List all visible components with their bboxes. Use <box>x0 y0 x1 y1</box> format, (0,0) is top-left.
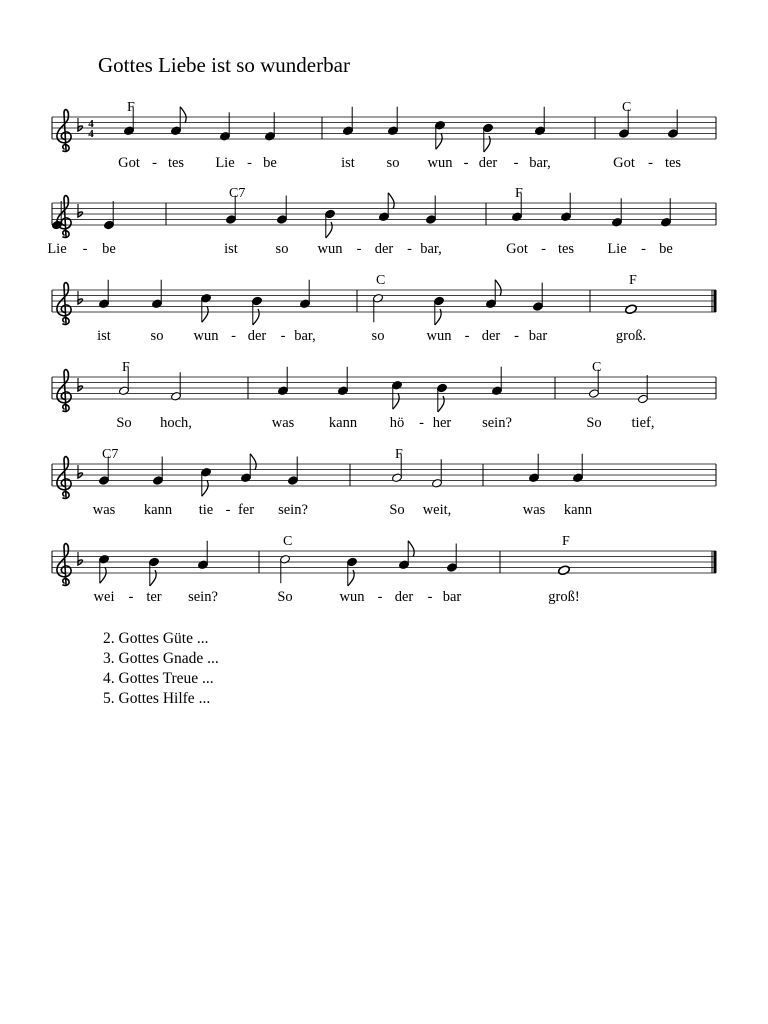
note <box>528 454 539 483</box>
lyric-syllable: was <box>92 502 116 518</box>
lyric-hyphen: - <box>463 155 469 171</box>
verse-item: 5. Gottes Hilfe ... <box>103 690 211 707</box>
note <box>287 457 298 486</box>
treble-clef <box>57 457 71 499</box>
note <box>337 367 348 396</box>
note <box>279 554 290 583</box>
chord-symbol: F <box>562 534 570 549</box>
staff-system <box>52 360 716 431</box>
note <box>446 544 457 573</box>
lyric-hyphen: - <box>225 502 231 518</box>
lyric-syllable: So <box>116 415 132 431</box>
verse-list <box>103 629 219 709</box>
lyric-hyphen: - <box>514 328 519 344</box>
lyric-syllable: groß. <box>615 328 647 344</box>
lyric-syllable: ter <box>146 589 162 605</box>
chord-symbol: C <box>592 360 602 375</box>
lyric-syllable: tes <box>664 155 682 171</box>
lyric-syllable: wun <box>426 328 452 344</box>
lyric-syllable: kann <box>328 415 358 431</box>
flat-bowl <box>78 473 83 478</box>
note-flag <box>348 570 354 586</box>
lyric-syllable: kann <box>143 502 173 518</box>
note <box>485 280 501 309</box>
note-flag <box>393 393 399 409</box>
lyric-syllable: der <box>394 589 414 605</box>
notehead <box>558 565 571 576</box>
note <box>98 280 109 309</box>
lyric-syllable: So <box>389 502 405 518</box>
lyric-syllable: tes <box>167 155 185 171</box>
note-flag <box>435 309 441 325</box>
note <box>240 454 256 483</box>
lyric-syllable: bar <box>528 328 548 344</box>
lyric-syllable: so <box>150 328 164 344</box>
note <box>387 107 398 136</box>
chord-symbol: F <box>515 186 523 201</box>
flat-bowl <box>78 386 83 391</box>
lyric-syllable: Got <box>506 241 528 257</box>
lyric-syllable: wun <box>193 328 219 344</box>
note <box>534 107 545 136</box>
lyric-syllable: so <box>371 328 385 344</box>
chord-symbol: C <box>622 100 632 115</box>
lyric-syllable: So <box>586 415 602 431</box>
note <box>324 209 335 238</box>
lyric-syllable: der <box>478 155 498 171</box>
lyric-hyphen: - <box>641 241 646 257</box>
verse-item: 3. Gottes Gnade ... <box>103 650 219 667</box>
note <box>98 554 109 583</box>
lyric-syllable: Lie <box>47 241 67 257</box>
lyric-syllable: kann <box>563 502 593 518</box>
song-title: Gottes Liebe ist so wunderbar <box>98 53 350 77</box>
lyric-hyphen: - <box>407 241 412 257</box>
lyric-hyphen: - <box>513 155 519 171</box>
note <box>276 196 287 225</box>
lyric-syllable: bar, <box>420 241 442 257</box>
lyric-syllable: ist <box>224 241 238 257</box>
flat-bowl <box>78 299 83 304</box>
lyric-syllable: be <box>659 241 673 257</box>
time-signature-digit: 4 <box>88 128 94 140</box>
note-flag <box>495 280 501 296</box>
note <box>342 107 353 136</box>
note <box>560 193 571 222</box>
lyric-hyphen: - <box>82 241 88 257</box>
staff-system <box>47 186 716 257</box>
note <box>391 380 402 409</box>
lyric-syllable: bar, <box>529 155 551 171</box>
lyric-hyphen: - <box>648 155 653 171</box>
treble-clef <box>57 370 71 412</box>
lyric-syllable: be <box>102 241 116 257</box>
lyric-syllable: fer <box>237 502 255 518</box>
note-flag <box>150 570 156 586</box>
note <box>433 296 444 325</box>
note <box>572 454 583 483</box>
note <box>200 467 211 496</box>
lyric-syllable: bar, <box>294 328 316 344</box>
note <box>170 372 181 401</box>
lyric-syllable: weit, <box>422 502 452 518</box>
note <box>660 198 671 227</box>
note <box>51 201 62 230</box>
lyric-syllable: wun <box>427 155 453 171</box>
note-flag <box>436 133 442 149</box>
note <box>372 293 383 322</box>
notehead <box>625 304 638 315</box>
time-signature-digit: 4 <box>88 118 94 130</box>
lyric-syllable: tie <box>198 502 214 518</box>
verse-item: 4. Gottes Treue ... <box>103 670 214 687</box>
note-flag <box>408 541 414 557</box>
note <box>170 107 186 136</box>
lyric-syllable: der <box>481 328 501 344</box>
note <box>148 557 159 586</box>
chord-symbol: F <box>629 273 637 288</box>
lyric-syllable: ist <box>97 328 111 344</box>
chord-symbol: F <box>122 360 130 375</box>
treble-clef <box>57 196 71 238</box>
note <box>625 304 638 315</box>
treble-clef <box>57 110 71 152</box>
note <box>277 367 288 396</box>
lyric-hyphen: - <box>427 589 433 605</box>
note <box>532 283 543 312</box>
lyric-syllable: ist <box>341 155 355 171</box>
lyric-hyphen: - <box>247 155 252 171</box>
lyric-syllable: Got <box>118 155 140 171</box>
staff-system <box>52 447 716 518</box>
chord-symbol: F <box>395 447 403 462</box>
lyric-hyphen: - <box>464 328 470 344</box>
staff-system <box>52 534 716 605</box>
note-flag <box>250 454 256 470</box>
note <box>667 110 678 139</box>
note <box>151 280 162 309</box>
note <box>299 280 310 309</box>
treble-clef <box>57 544 71 586</box>
lyric-syllable: sein? <box>482 415 512 431</box>
lyric-syllable: der <box>247 328 267 344</box>
lyric-syllable: Lie <box>607 241 627 257</box>
note <box>264 112 275 141</box>
note-flag <box>253 309 259 325</box>
lyric-syllable: sein? <box>278 502 308 518</box>
chord-symbol: C <box>376 273 386 288</box>
note-flag <box>100 567 106 583</box>
note <box>431 459 442 488</box>
note <box>434 120 445 149</box>
lyric-hyphen: - <box>356 241 362 257</box>
lyric-hyphen: - <box>231 328 236 344</box>
note <box>482 123 493 152</box>
lyric-syllable: der <box>374 241 394 257</box>
lyric-hyphen: - <box>128 589 134 605</box>
staff-system <box>52 100 716 171</box>
note <box>637 375 648 404</box>
note-flag <box>388 193 394 209</box>
lyric-syllable: hö <box>389 415 405 431</box>
lyric-hyphen: - <box>280 328 286 344</box>
lyric-syllable: wun <box>339 589 365 605</box>
lyric-syllable: so <box>275 241 289 257</box>
note <box>200 293 211 322</box>
note <box>152 457 163 486</box>
lyric-syllable: Got <box>613 155 635 171</box>
flat-bowl <box>78 212 83 217</box>
note <box>378 193 394 222</box>
lyric-syllable: wei <box>93 589 115 605</box>
note-flag <box>438 396 444 412</box>
lyric-syllable: her <box>432 415 452 431</box>
flat-bowl <box>78 560 83 565</box>
note <box>251 296 262 325</box>
note <box>558 565 571 576</box>
note <box>491 367 502 396</box>
lyric-syllable: hoch, <box>160 415 192 431</box>
lyric-syllable: bar <box>442 589 462 605</box>
lyric-syllable: was <box>522 502 546 518</box>
lyric-syllable: wun <box>317 241 343 257</box>
lyric-hyphen: - <box>152 155 157 171</box>
lyric-syllable: tief, <box>631 415 655 431</box>
lyric-hyphen: - <box>541 241 546 257</box>
lyric-syllable: so <box>386 155 400 171</box>
lyric-hyphen: - <box>419 415 424 431</box>
flat-bowl <box>78 126 83 131</box>
chord-symbol: F <box>127 100 135 115</box>
lyric-syllable: groß! <box>548 589 580 605</box>
lyric-syllable: sein? <box>188 589 218 605</box>
note-flag <box>202 480 208 496</box>
verse-item: 2. Gottes Güte ... <box>103 630 209 647</box>
note <box>436 383 447 412</box>
note-flag <box>484 136 490 152</box>
lyric-syllable: was <box>271 415 295 431</box>
lyric-syllable: So <box>277 589 293 605</box>
note-flag <box>180 107 186 123</box>
lyric-syllable: tes <box>557 241 575 257</box>
lyric-hyphen: - <box>377 589 383 605</box>
note <box>197 541 208 570</box>
treble-clef <box>57 283 71 325</box>
lyric-syllable: Lie <box>215 155 235 171</box>
note <box>425 196 436 225</box>
lyric-syllable: be <box>263 155 277 171</box>
staff-system <box>52 273 716 344</box>
note <box>611 198 622 227</box>
chord-symbol: C7 <box>102 447 119 462</box>
note <box>398 541 414 570</box>
note <box>103 201 114 230</box>
chord-symbol: C <box>283 534 293 549</box>
note-flag <box>202 306 208 322</box>
chord-symbol: C7 <box>229 186 246 201</box>
note <box>346 557 357 586</box>
note-flag <box>326 222 332 238</box>
note <box>219 112 230 141</box>
